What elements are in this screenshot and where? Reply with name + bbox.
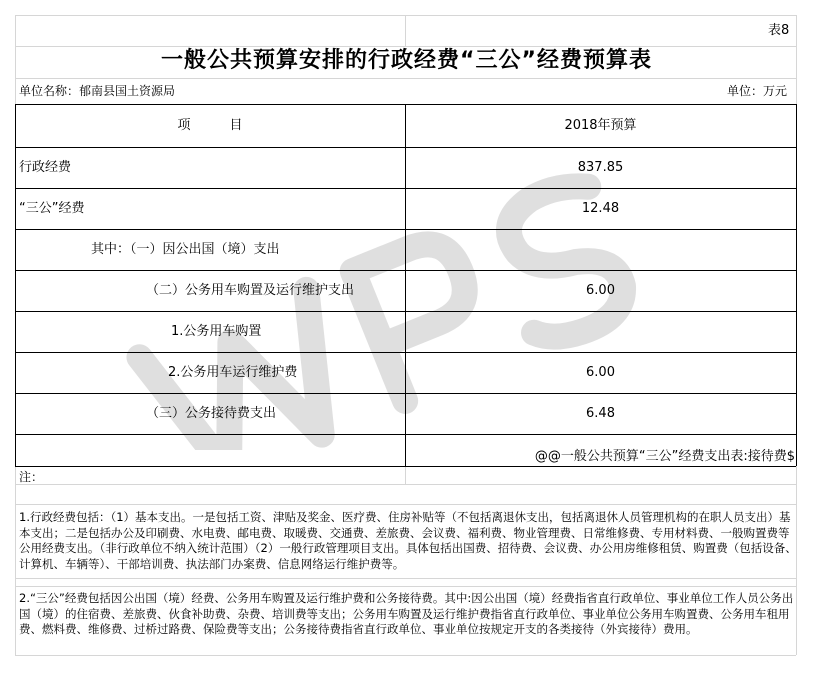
note-label: 注： [19, 470, 44, 484]
page-title: 一般公共预算安排的行政经费“三公”经费预算表 [161, 48, 652, 73]
gridline [405, 466, 406, 484]
row-value-reception: 6.48 [586, 406, 615, 421]
gridline [15, 578, 796, 579]
sheet-label: 表8 [768, 23, 790, 38]
row-label-overseas: 其中：（一）因公出国（境）支出 [91, 242, 280, 257]
gridline [15, 15, 796, 16]
gridline [15, 504, 796, 505]
gridline [405, 15, 406, 46]
row-label-vehicle-maintenance: 2.公务用车运行维护费 [168, 365, 298, 380]
table-border [796, 104, 797, 466]
row-label-admin-expense: 行政经费 [19, 160, 72, 175]
note-three-public: 2.“三公”经费包括因公出国（境）经费、公务用车购置及运行维护费和公务接待费。其中:因公出国（境）经费指省直行政单位、事业单位工作人员公务出国（境）的住宿费、差旅费、伙食补助费、杂费、培训费等支出；公务用车购置及运行维护费指省直行政单位、事业单位公务用车购置费、公务用车租用费、燃料费、维修费、过桥过路费、保险费等支出；公务接待费指省直行政单位、事业单位按规定开支的各类接待（外宾接待）费用。 [19, 591, 794, 636]
row-value-vehicle-maintenance: 6.00 [586, 365, 615, 380]
table-border [15, 104, 16, 466]
row-label-reception: （三）公务接待费支出 [146, 406, 277, 421]
header-item: 项 目 [177, 118, 243, 133]
unit-name: 单位名称：郁南县国土资源局 [19, 84, 176, 98]
gridline [15, 586, 796, 587]
gridline [15, 484, 796, 485]
overflow-cell-text: @@一般公共预算“三公”经费支出表:接待费$ [534, 449, 795, 464]
gridline [15, 655, 796, 656]
table-border [15, 466, 796, 467]
header-budget: 2018年预算 [564, 118, 637, 133]
note-admin-expense: 1.行政经费包括：（1）基本支出。一是包括工资、津贴及奖金、医疗费、住房补贴等（不包括离退休支出，包括离退休人员管理机构的在职人员支出）基本支出；二是包括办公及印刷费、水电费、邮电费、取暖费、交通费、差旅费、会议费、福利费、物业管理费、日常维修费、专用材料费、一般购置费等公用经费支出。（非行政单位不纳入统计范围）（2）一般行政管理项目支出。具体包括出国费、招待费、会议费、办公用房维修租赁、购置费（包括设备、计算机、车辆等）、干部培训费、执法部门办案费、信息网络运行维护费等。 [19, 510, 797, 571]
row-label-three-public: “三公”经费 [19, 201, 85, 216]
row-value-vehicle: 6.00 [586, 283, 615, 298]
gridline [15, 78, 796, 79]
unit-label: 单位：万元 [727, 84, 788, 98]
row-label-vehicle-purchase: 1.公务用车购置 [171, 324, 262, 339]
row-label-vehicle: （二）公务用车购置及运行维护支出 [146, 283, 355, 298]
row-value-three-public: 12.48 [581, 201, 620, 216]
row-value-admin-expense: 837.85 [577, 160, 624, 175]
